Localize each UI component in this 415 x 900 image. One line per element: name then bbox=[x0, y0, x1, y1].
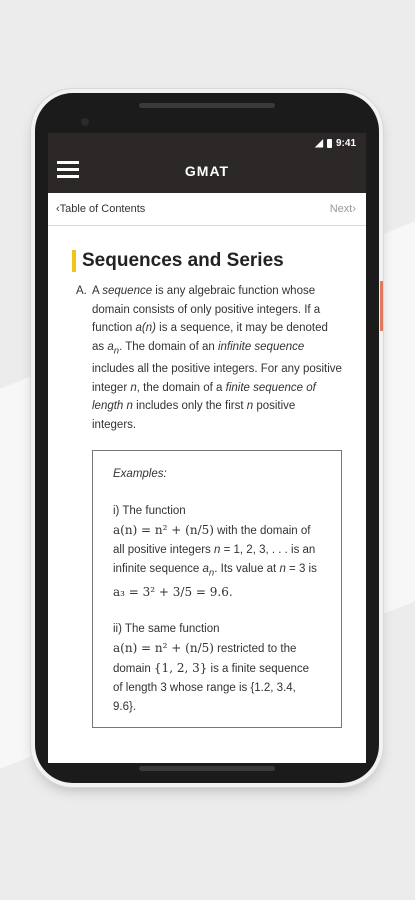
example-1-value: a₃ = 3² + 3/5 = 9.6. bbox=[113, 584, 233, 599]
examples-box bbox=[92, 450, 342, 727]
example-2-text bbox=[113, 639, 321, 717]
section-title: Sequences and Series bbox=[72, 250, 342, 272]
text-run: includes only the first bbox=[132, 400, 247, 413]
battery-icon bbox=[327, 139, 332, 148]
text-run: is a sequence, it may be denoted as bbox=[92, 322, 328, 353]
phone-frame bbox=[35, 93, 379, 783]
example-2-intro: ii) The same function bbox=[113, 622, 220, 635]
status-bar bbox=[48, 133, 366, 153]
bottom-speaker bbox=[139, 766, 275, 771]
signal-icon: ◢ bbox=[315, 137, 323, 149]
text-run: includes all the positive integers. For any positive integer bbox=[92, 363, 342, 394]
text-run: = 3 is bbox=[285, 563, 317, 576]
term-sequence: sequence bbox=[102, 285, 153, 297]
paragraph-marker: A. bbox=[76, 285, 87, 297]
speaker-grille bbox=[139, 103, 275, 108]
paragraph-a bbox=[72, 282, 342, 434]
text-run: is a finite sequence of length 3 whose range is {1.2, 3.4, 9.6}. bbox=[113, 662, 310, 713]
math-n: n bbox=[246, 400, 254, 413]
text-run: A bbox=[92, 285, 103, 297]
app-bar bbox=[48, 153, 366, 193]
text-run: positive integers. bbox=[92, 400, 296, 431]
math-a: a bbox=[107, 340, 114, 353]
text-run: , the domain of a bbox=[136, 381, 226, 394]
screen bbox=[48, 133, 366, 763]
math-n: n bbox=[279, 563, 286, 576]
paragraph-a-text bbox=[92, 282, 342, 434]
text-run: with the domain of all positive integers bbox=[113, 525, 311, 557]
example-1-text bbox=[113, 521, 321, 582]
math-n: n bbox=[130, 381, 137, 394]
next-link[interactable]: Next› bbox=[329, 203, 356, 215]
front-camera bbox=[81, 118, 89, 126]
text-run: . Its value at bbox=[214, 563, 280, 576]
math-formula: a(n) = n² + (n/5) bbox=[113, 523, 214, 538]
math-formula: a(n) = n² + (n/5) bbox=[113, 640, 214, 655]
math-domain: {1, 2, 3} bbox=[153, 660, 208, 675]
text-run: restricted to the domain bbox=[113, 642, 297, 675]
table-of-contents-link[interactable]: ‹Table of Contents bbox=[56, 203, 146, 215]
math-n: n bbox=[214, 544, 221, 557]
toc-label: Table of Contents bbox=[59, 203, 146, 215]
text-run: is any algebraic function whose domain consists of only positive integers. If a function bbox=[92, 285, 321, 334]
example-1-intro: i) The function bbox=[113, 505, 186, 518]
chapter-nav bbox=[48, 193, 366, 226]
volume-button bbox=[380, 281, 383, 331]
math-subscript-n: n bbox=[113, 344, 120, 356]
lesson-content bbox=[48, 250, 366, 728]
examples-title: Examples: bbox=[113, 468, 167, 481]
text-run: = 1, 2, 3, . . . is an infinite sequence bbox=[113, 544, 316, 576]
next-label: Next bbox=[329, 203, 353, 215]
app-logo: GMAT bbox=[184, 163, 230, 179]
term-infinite-sequence: infinite sequence bbox=[217, 340, 305, 353]
term-finite-sequence: finite sequence of length n bbox=[92, 381, 316, 413]
math-subscript-n: n bbox=[208, 567, 215, 579]
text-run: . The domain of an bbox=[119, 340, 218, 353]
math-a: a bbox=[202, 563, 209, 576]
status-time: 9:41 bbox=[335, 137, 356, 149]
math-an-function: a(n) bbox=[135, 322, 156, 334]
